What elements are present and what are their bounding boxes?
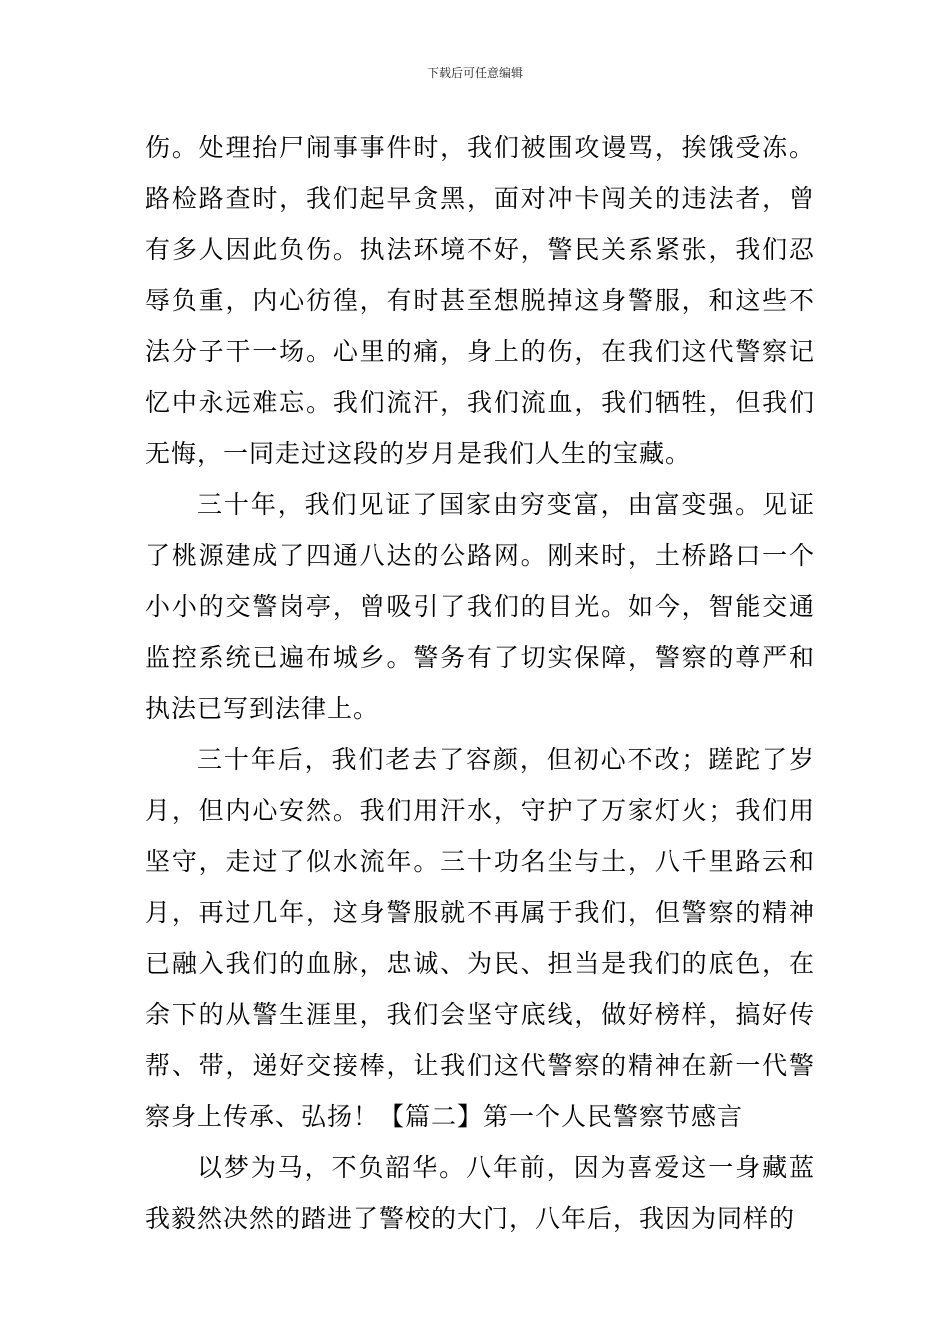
paragraph-2: 三十年，我们见证了国家由穷变富，由富变强。见证了桃源建成了四通八达的公路网。刚来时，土桥路口一个小小的交警岗亭，曾吸引了我们的目光。如今，智能交通监控系统已遍布城乡。警务有了切实保障，警察的尊严和执法已写到法律上。 xyxy=(145,490,815,723)
document-body xyxy=(145,122,815,1244)
page-header-note: 下载后可任意编辑 xyxy=(426,66,523,80)
paragraph-4: 以梦为马，不负韶华。八年前，因为喜爱这一身藏蓝我毅然决然的踏进了警校的大门，八年后，我因为同样的 xyxy=(145,1153,815,1233)
paragraph-3: 三十年后，我们老去了容颜，但初心不改；蹉跎了岁月，但内心安然。我们用汗水，守护了万家灯火；我们用坚守，走过了似水流年。三十功名尘与土，八千里路云和月，再过几年，这身警服就不再属于我们，但警察的精神已融入我们的血脉，忠诚、为民、担当是我们的底色，在余下的从警生涯里，我们会坚守底线，做好榜样，搞好传帮、带，递好交接棒，让我们这代警察的精神在新一代警察身上传承、弘扬！【篇二】第一个人民警察节感言 xyxy=(145,745,815,1131)
paragraph-1: 伤。处理抬尸闹事事件时，我们被围攻谩骂，挨饿受冻。路检路查时，我们起早贪黑，面对冲卡闯关的违法者，曾有多人因此负伤。执法环境不好，警民关系紧张，我们忍辱负重，内心彷徨，有时甚至想脱掉这身警服，和这些不法分子干一场。心里的痛，身上的伤，在我们这代警察记忆中永远难忘。我们流汗，我们流血，我们牺牲，但我们无悔，一同走过这段的岁月是我们人生的宝藏。 xyxy=(145,133,815,468)
